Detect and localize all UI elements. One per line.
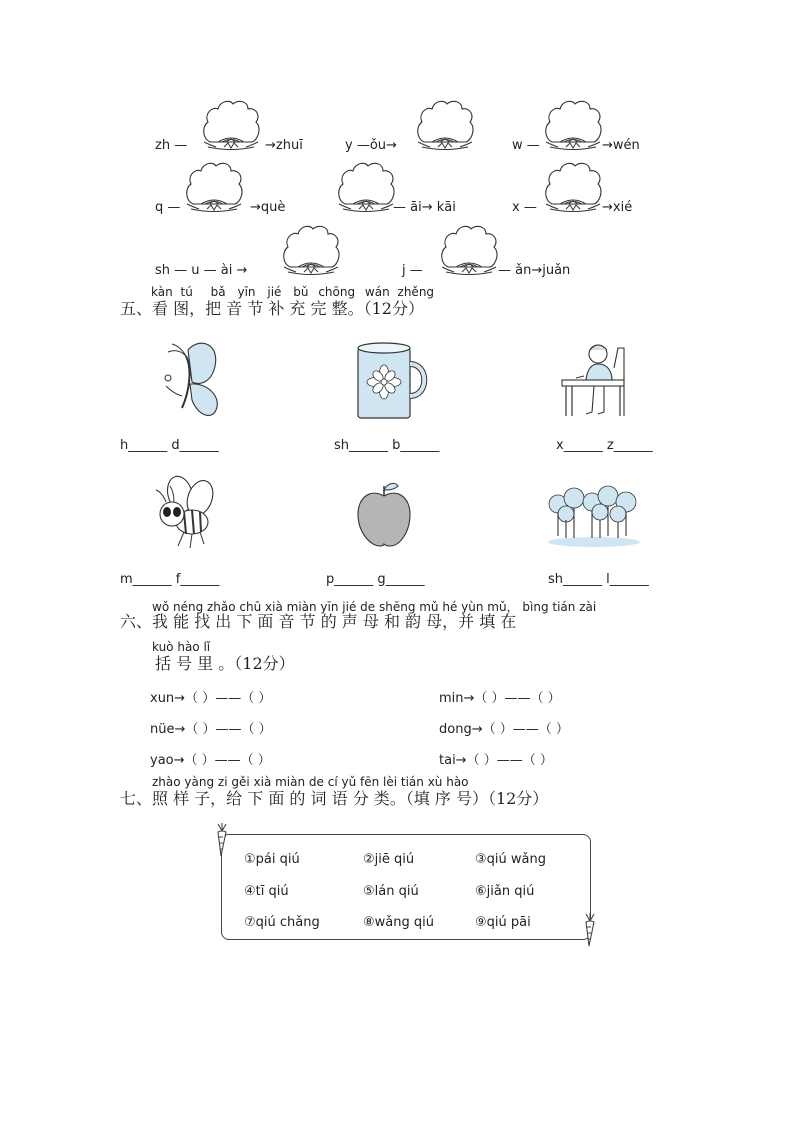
section5-pinyin: kàn tú bǎ yīn jié bǔ chōng wán zhěng <box>151 285 435 299</box>
answer-blank[interactable]: h______ d______ <box>120 438 219 453</box>
shell-row1-mid-prefix: y —ǒu→ <box>345 138 397 153</box>
word-option: ③qiú wǎng <box>475 852 546 867</box>
shell-icon <box>200 98 262 156</box>
butterfly-icon <box>160 338 226 420</box>
shell-row1-right-suffix: →wén <box>602 138 640 153</box>
word-option: ⑤lán qiú <box>363 884 419 899</box>
word-option: ④tī qiú <box>244 884 289 899</box>
word-option: ①pái qiú <box>244 852 300 867</box>
shell-row3-right-prefix: j — <box>402 263 423 278</box>
section5-title: 五、看 图，把 音 节 补 充 完 整。（12分） <box>120 299 424 318</box>
syllable-split-item[interactable]: xun→（ ）——（ ） <box>150 691 272 706</box>
section7-pinyin: zhào yàng zi gěi xià miàn de cí yǔ fēn lèi tián xù hào <box>152 775 469 789</box>
apple-icon <box>356 480 412 548</box>
bee-icon <box>150 472 218 552</box>
word-option: ②jiē qiú <box>363 852 415 867</box>
shell-row2-left-prefix: q — <box>155 200 181 215</box>
shell-icon <box>183 160 245 218</box>
word-option: ⑥jiǎn qiú <box>475 884 535 899</box>
carrot-icon <box>212 822 232 858</box>
syllable-split-item[interactable]: min→（ ）——（ ） <box>439 691 561 706</box>
answer-blank[interactable]: sh______ l______ <box>548 572 649 587</box>
syllable-split-item[interactable]: dong→（ ）——（ ） <box>439 722 569 737</box>
syllable-split-item[interactable]: tai→（ ）——（ ） <box>439 753 553 768</box>
answer-blank[interactable]: x______ z______ <box>556 438 653 453</box>
mug-icon <box>355 340 431 420</box>
shell-row1-left-suffix: →zhuī <box>265 138 303 153</box>
shell-row1-right-prefix: w — <box>512 138 540 153</box>
section6-title-line2: 括 号 里 。（12分） <box>155 654 295 673</box>
shell-icon <box>280 223 342 281</box>
shell-row2-right-suffix: →xié <box>602 200 633 215</box>
shell-icon <box>542 98 604 156</box>
shell-icon <box>335 160 397 218</box>
syllable-split-item[interactable]: nüe→（ ）——（ ） <box>150 722 272 737</box>
shell-row3-left-prefix: sh — u — ài → <box>155 263 248 278</box>
student-desk-icon <box>558 338 630 420</box>
syllable-split-item[interactable]: yao→（ ）——（ ） <box>150 753 271 768</box>
shell-row2-mid-suffix: — āi→ kāi <box>393 200 456 215</box>
shell-row2-left-suffix: →què <box>250 200 286 215</box>
shell-icon <box>414 98 476 156</box>
section7-title: 七、照 样 子，给 下 面 的 词 语 分 类。（填 序 号）（12分） <box>120 789 549 808</box>
word-option: ⑨qiú pāi <box>475 915 531 930</box>
word-option: ⑧wǎng qiú <box>363 915 434 930</box>
answer-blank[interactable]: p______ g______ <box>326 572 425 587</box>
word-option: ⑦qiú chǎng <box>244 915 320 930</box>
answer-blank[interactable]: m______ f______ <box>120 572 220 587</box>
shell-row2-right-prefix: x — <box>512 200 537 215</box>
section6-title-line1: 六、我 能 找 出 下 面 音 节 的 声 母 和 韵 母，并 填 在 <box>120 612 517 631</box>
shell-icon <box>438 223 500 281</box>
shell-row3-right-suffix: — ǎn→juǎn <box>498 263 571 278</box>
answer-blank[interactable]: sh______ b______ <box>334 438 440 453</box>
section6-pinyin-line2: kuò hào lǐ <box>152 640 211 654</box>
section6-pinyin-line1: wǒ néng zhǎo chū xià miàn yīn jié de shēng mǔ hé yùn mǔ， bìng tián zài <box>152 600 597 614</box>
shell-row1-left-prefix: zh — <box>155 138 188 153</box>
shell-icon <box>542 160 604 218</box>
carrot-icon <box>580 912 600 948</box>
forest-icon <box>546 484 642 548</box>
